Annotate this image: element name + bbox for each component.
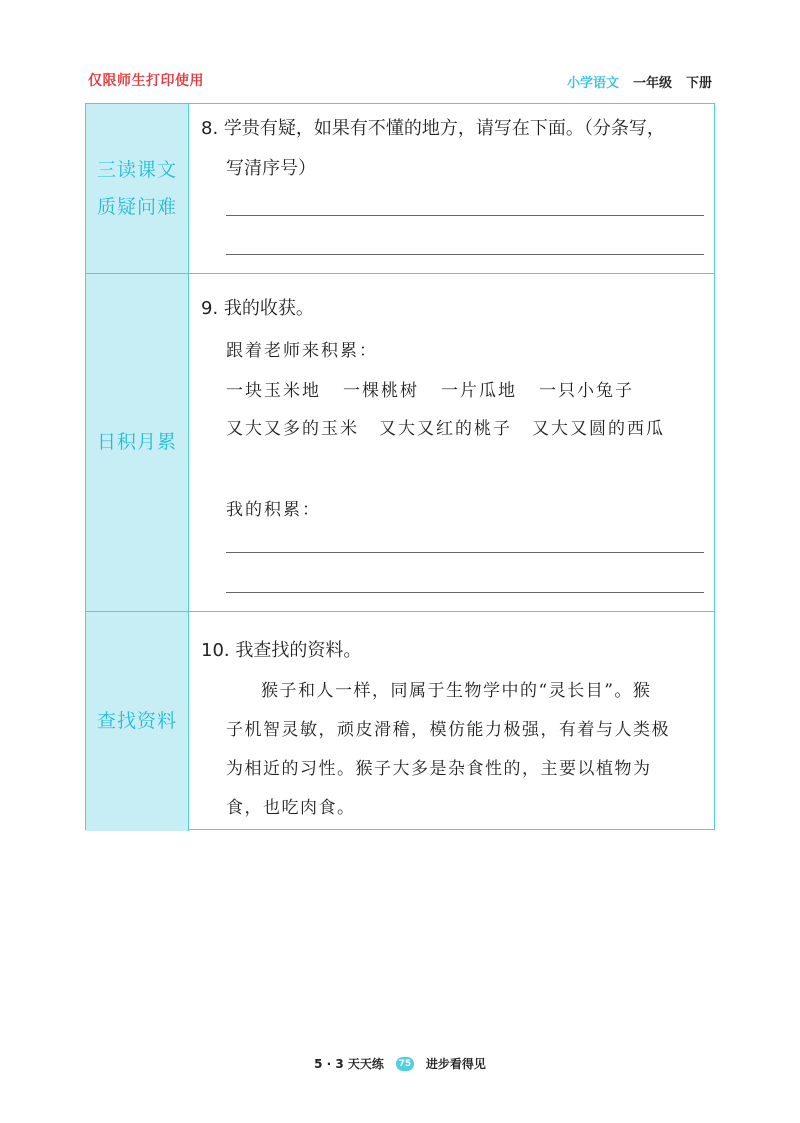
grade-label: 一年级 [632, 76, 672, 91]
intro-text: 跟着老师来积累： [226, 341, 378, 361]
section-question-10 [86, 612, 714, 831]
paragraph-line: 食，也吃肉食。 [226, 798, 356, 818]
print-notice: 仅限师生打印使用 [88, 73, 204, 89]
section-body [189, 612, 714, 831]
book-info [567, 72, 712, 91]
answer-line[interactable] [226, 552, 704, 553]
phrase-row [226, 414, 665, 439]
section-body [189, 104, 714, 273]
section-question-9 [86, 274, 714, 612]
my-accumulation-label: 我的积累： [226, 500, 321, 520]
worksheet-table [85, 103, 715, 830]
page-footer [0, 1055, 800, 1072]
answer-line[interactable] [226, 592, 704, 593]
phrase: 又大又多的玉米 [226, 419, 359, 439]
section-body [189, 274, 714, 611]
footer-brand: 5 · 3 天天练 [314, 1057, 384, 1071]
paragraph-line: 子机智灵敏，顽皮滑稽，模仿能力极强，有着与人类极 [226, 720, 670, 740]
section-label [86, 104, 189, 273]
phrase-row [226, 376, 634, 401]
section-label-line: 查找资料 [96, 710, 177, 732]
answer-line[interactable] [226, 215, 704, 216]
paragraph-line: 为相近的习性。猴子大多是杂食性的，主要以植物为 [226, 759, 652, 779]
phrase: 又大又红的桃子 [379, 419, 512, 439]
question-text: 8. 学贵有疑，如果有不懂的地方，请写在下面。（分条写， [201, 118, 665, 139]
answer-line[interactable] [226, 254, 704, 255]
section-label [86, 274, 189, 611]
question-text: 9. 我的收获。 [201, 298, 314, 319]
section-question-8 [86, 104, 714, 274]
question-text-cont: 写清序号） [226, 158, 316, 179]
section-label [86, 612, 189, 831]
question-text: 10. 我查找的资料。 [201, 640, 362, 661]
volume-label: 下册 [685, 76, 712, 91]
phrase: 一块玉米地 [226, 381, 321, 401]
section-label-line: 日积月累 [96, 431, 177, 453]
phrase: 一棵桃树 [343, 381, 419, 401]
paragraph-line: 猴子和人一样，同属于生物学中的“灵长目”。猴 [261, 681, 652, 701]
phrase: 一片瓜地 [441, 381, 517, 401]
page-number-badge: 75 [396, 1057, 414, 1071]
footer-slogan: 进步看得见 [425, 1057, 486, 1071]
phrase: 又大又圆的西瓜 [532, 419, 665, 439]
section-label-line: 三读课文 [96, 158, 177, 181]
section-label-line: 质疑问难 [96, 195, 177, 218]
subject-label: 小学语文 [566, 76, 619, 91]
phrase: 一只小兔子 [539, 381, 634, 401]
